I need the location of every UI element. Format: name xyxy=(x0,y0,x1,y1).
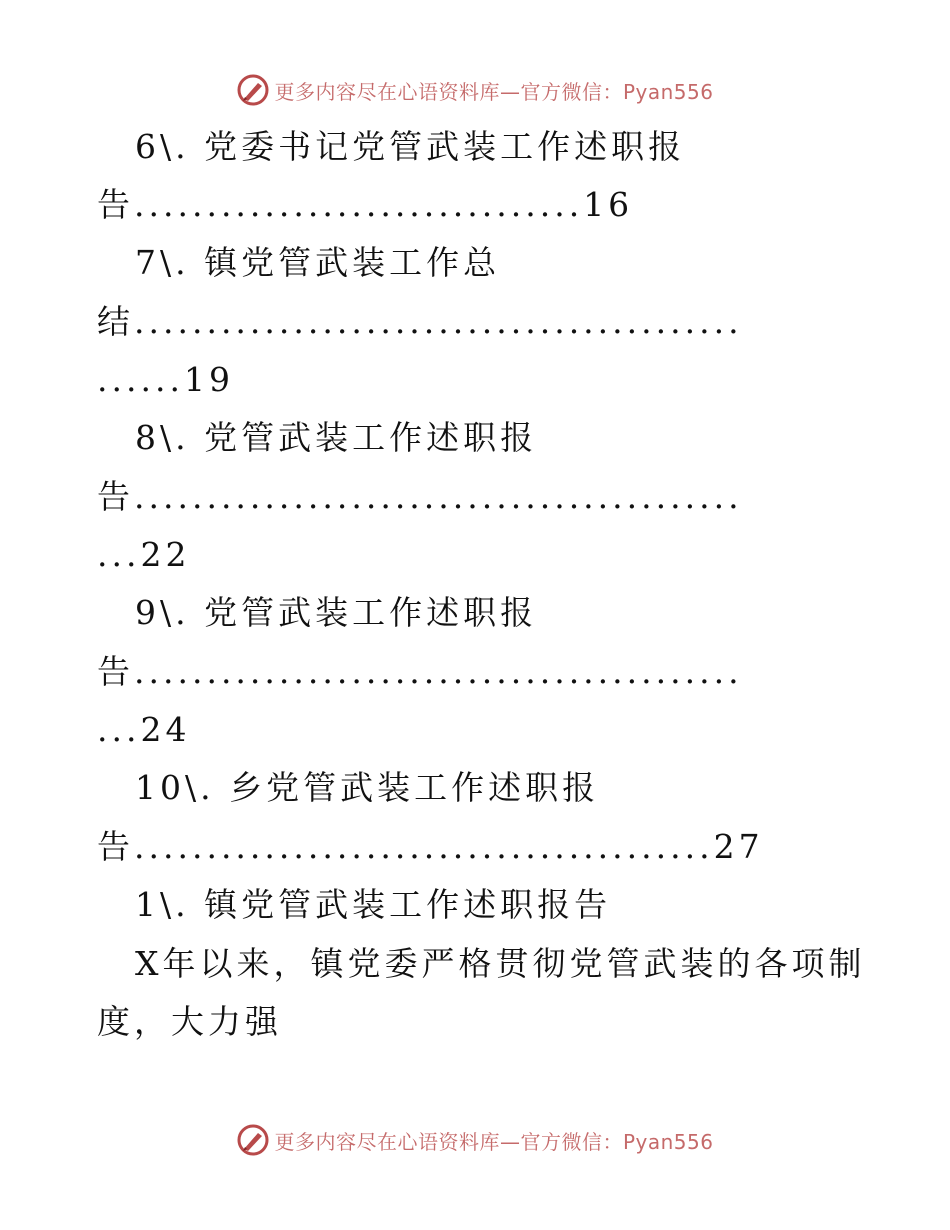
toc-entry-10-lead-char: 告 xyxy=(97,827,134,866)
toc-entry-9-page: 24 xyxy=(140,710,191,749)
footer-banner-text: 更多内容尽在心语资料库—官方微信：Pyan556 xyxy=(274,1129,714,1154)
toc-entry-9-dots: .......................................... xyxy=(134,652,743,691)
toc-entry-9-title: 9\. 党管武装工作述职报 xyxy=(135,593,538,632)
toc-entry-8-dots-cont: ... xyxy=(97,535,141,574)
toc-entry-9-leader-cont xyxy=(97,710,190,750)
toc-entry-6-lead-char: 告 xyxy=(97,185,134,224)
section-heading: 1\. 镇党管武装工作述职报告 xyxy=(135,885,612,924)
toc-entry-9-dots-cont: ... xyxy=(97,710,141,749)
toc-entry-9-leader xyxy=(97,652,743,692)
toc-entry-7-leader xyxy=(97,302,743,342)
toc-entry-8-title: 8\. 党管武装工作述职报 xyxy=(135,418,538,457)
toc-entry-6-title: 6\. 党委书记党管武装工作述职报 xyxy=(135,127,686,166)
toc-entry-7-leader-cont xyxy=(97,360,234,400)
toc-entry-7-title: 7\. 镇党管武装工作总 xyxy=(135,243,501,282)
toc-entry-6-dots: ............................... xyxy=(134,185,584,224)
toc-entry-9-lead-char: 告 xyxy=(97,652,134,691)
toc-entry-6-page: 16 xyxy=(583,185,634,224)
toc-entry-8-dots: .......................................... xyxy=(134,477,743,516)
pen-logo-icon xyxy=(236,1123,270,1157)
toc-entry-7-dots-cont: ...... xyxy=(97,360,184,399)
toc-entry-8-leader-cont xyxy=(97,535,190,575)
toc-entry-8-page: 22 xyxy=(140,535,191,574)
toc-entry-7-page: 19 xyxy=(183,360,234,399)
toc-entry-10-leader xyxy=(97,827,764,867)
toc-entry-8-leader xyxy=(97,477,743,517)
toc-entry-7-dots: .......................................... xyxy=(134,302,743,341)
paragraph-line-2: 度，大力强 xyxy=(97,1002,282,1041)
toc-entry-8-lead-char: 告 xyxy=(97,477,134,516)
toc-entry-10-page: 27 xyxy=(713,827,764,866)
toc-entry-6-leader xyxy=(97,185,633,225)
toc-entry-10-title: 10\. 乡党管武装工作述职报 xyxy=(135,768,600,807)
paragraph-line-1: X年以来，镇党委严格贯彻党管武装的各项制 xyxy=(135,944,866,983)
toc-entry-7-lead-char: 结 xyxy=(97,302,134,341)
header-banner-text: 更多内容尽在心语资料库—官方微信：Pyan556 xyxy=(274,79,714,104)
toc-entry-10-dots: ........................................ xyxy=(134,827,714,866)
footer-banner xyxy=(0,1120,950,1160)
